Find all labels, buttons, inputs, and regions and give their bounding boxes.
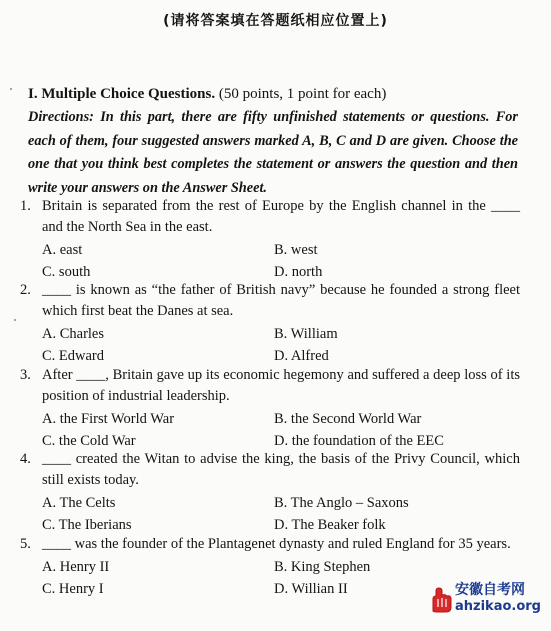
option-d: D. The Beaker folk: [274, 516, 386, 533]
option-a: A. Charles: [42, 326, 105, 342]
section-points: (50 points, 1 point for each): [218, 86, 387, 102]
option-c: C. the Cold War: [42, 432, 136, 449]
option-b: B. the Second World War: [274, 411, 422, 427]
option-c: C. Edward: [42, 347, 105, 364]
option-a: A. The Celts: [42, 495, 116, 511]
question-number: 1.: [20, 198, 31, 214]
hand-icon: [427, 585, 457, 615]
option-d: D. north: [274, 263, 323, 280]
watermark-logo: [427, 579, 545, 623]
question-text: ____ was the founder of the Plantagenet dynasty and ruled England for 35 years.: [42, 536, 511, 552]
question-4: [20, 449, 520, 536]
directions-text: In this part, there are fifty unfinished statements or questions. For each of them, four suggested answers marked A, B, C and D are given. Choose the one that you think best completes the statement or answers the question and then write your answers on the Answer Sheet.: [28, 109, 518, 196]
option-c: C. The Iberians: [42, 516, 132, 533]
option-c: C. Henry I: [42, 580, 104, 597]
directions-paragraph: [28, 106, 518, 200]
option-list: [42, 409, 520, 452]
section-number: I.: [28, 86, 38, 102]
question-text: ____ created the Witan to advise the king, the basis of the Privy Council, which still exists today.: [42, 451, 520, 488]
option-b: B. King Stephen: [274, 559, 371, 575]
question-text: After ____, Britain gave up its economic hegemony and suffered a deep loss of its position of industrial leadership.: [42, 367, 520, 404]
option-c: C. south: [42, 263, 91, 280]
question-number: 3.: [20, 367, 31, 383]
option-b: B. west: [274, 242, 318, 258]
scan-speck: [14, 319, 16, 321]
option-d: D. Willian II: [274, 580, 348, 597]
option-d: D. the foundation of the EEC: [274, 432, 444, 449]
option-list: [42, 240, 520, 283]
option-list: [42, 493, 520, 536]
option-d: D. Alfred: [274, 347, 329, 364]
question-1: [20, 196, 520, 283]
question-text: Britain is separated from the rest of Europe by the English channel in the ____ and the North Sea in the east.: [42, 198, 520, 235]
question-3: [20, 365, 520, 452]
answer-instruction-note: (请将答案填在答题纸相应位置上): [163, 13, 388, 29]
section-title: Multiple Choice Questions.: [41, 86, 216, 102]
question-number: 4.: [20, 451, 31, 467]
watermark-name: 安徽自考网: [455, 582, 525, 598]
section-heading: [28, 86, 386, 103]
scan-speck: [10, 88, 12, 90]
question-2: [20, 280, 520, 367]
directions-lead: Directions:: [28, 109, 94, 125]
option-a: A. the First World War: [42, 411, 175, 427]
question-number: 2.: [20, 282, 31, 298]
option-a: A. Henry II: [42, 559, 110, 575]
question-text: ____ is known as “the father of British navy” because he founded a strong fleet which first beat the Danes at sea.: [42, 282, 520, 319]
option-a: A. east: [42, 242, 83, 258]
watermark-url: ahzikao.org: [455, 599, 541, 614]
question-number: 5.: [20, 536, 31, 552]
option-b: B. William: [274, 326, 338, 342]
option-b: B. The Anglo – Saxons: [274, 495, 409, 511]
option-list: [42, 324, 520, 367]
